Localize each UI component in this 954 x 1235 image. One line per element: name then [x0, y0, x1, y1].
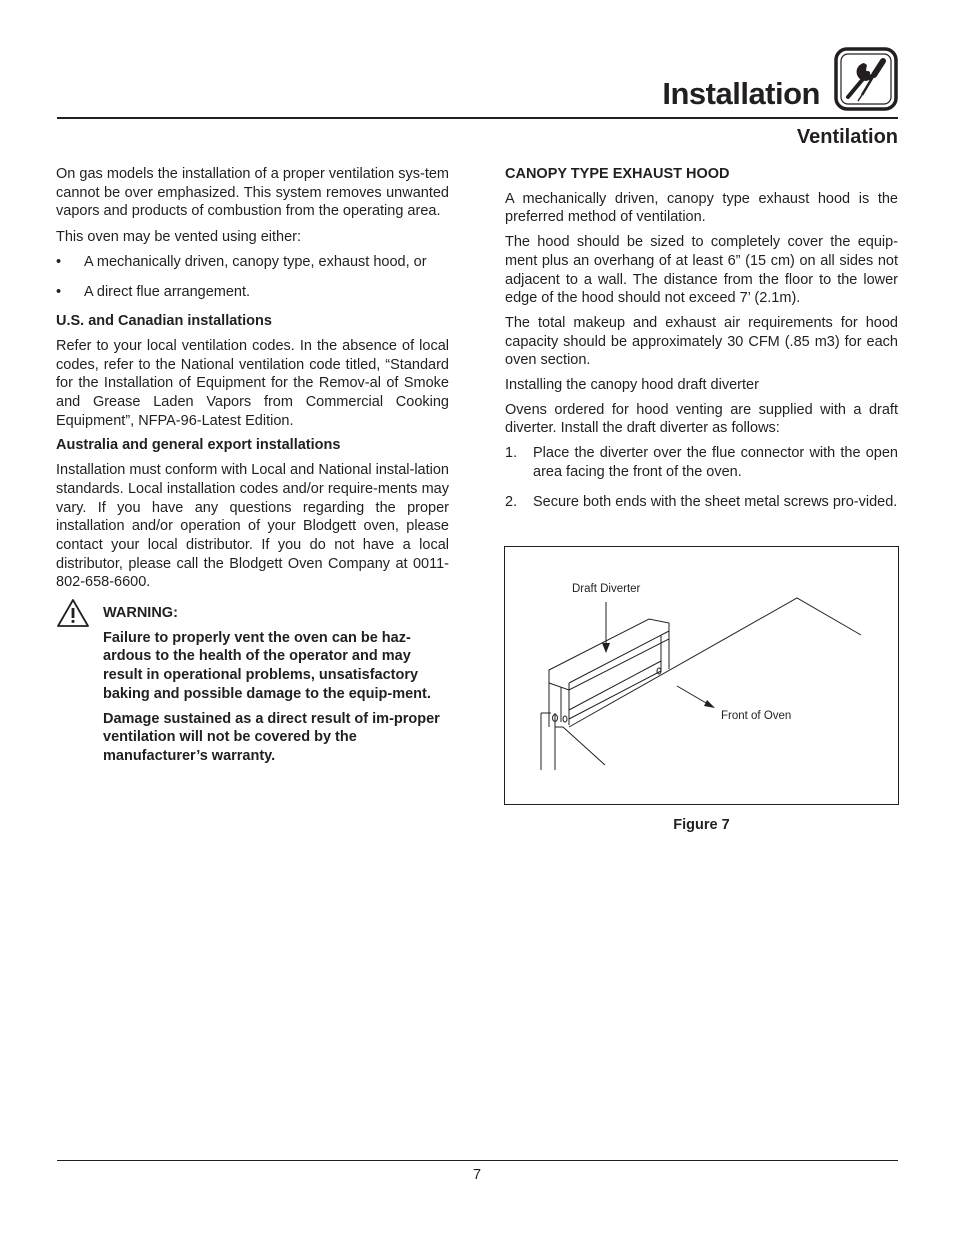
step-text: Place the diverter over the flue connector with the open area facing the front of the oven.	[533, 445, 898, 480]
aus-heading: Australia and general export installations	[56, 437, 341, 454]
footer-rule	[57, 1160, 898, 1161]
air-requirements-paragraph: The total makeup and exhaust air requirements for hood capacity should be approximately 30 CFM (.85 m3) for each oven section.	[505, 314, 898, 369]
us-paragraph: Refer to your local ventilation codes. In the absence of local codes, refer to the National ventilation code titled, “Standard for the Installation of Equipment for the Remov-al of Smoke and Grease Laden Vapors from Commercial Cooking Equipment”, NFPA-96-Latest Edition.	[56, 337, 449, 429]
bullet-item	[56, 283, 449, 302]
draft-diverter-label: Draft Diverter	[572, 583, 641, 595]
canopy-paragraph: A mechanically driven, canopy type exhaust hood is the preferred method of ventilation.	[505, 190, 898, 226]
diverter-paragraph: Ovens ordered for hood venting are supplied with a draft diverter. Install the draft diverter as follows:	[505, 401, 898, 437]
bullet-text: A mechanically driven, canopy type, exhaust hood, or	[84, 253, 427, 270]
page-title: Installation	[662, 76, 820, 111]
figure-7	[504, 546, 899, 805]
canopy-heading: CANOPY TYPE EXHAUST HOOD	[505, 166, 730, 182]
warning-text: Failure to properly vent the oven can be haz-ardous to the health of the operator and may result in operational problems, unsatisfactory baking and possible damage to the equip-ment.	[103, 629, 431, 702]
warning-triangle-icon	[56, 598, 90, 628]
figure-caption: Figure 7	[673, 817, 730, 833]
warning-block	[56, 604, 449, 766]
bullet-text: A direct flue arrangement.	[84, 283, 251, 300]
right-column	[505, 165, 898, 511]
warning-text: Damage sustained as a direct result of im-proper ventilation will not be covered by the manufacturer’s warranty.	[103, 710, 440, 764]
warning-heading: WARNING:	[103, 605, 178, 622]
left-column	[56, 165, 449, 766]
hood-size-paragraph: The hood should be sized to completely cover the equip-ment plus an overhang of at least 6” (15 cm) on all sides not adjacent to a wall. The distance from the floor to the lower edge of the hood should not exceed 7’ (2.1m).	[505, 234, 898, 307]
step-number: 1.	[505, 445, 518, 462]
front-of-oven-label: Front of Oven	[721, 710, 792, 722]
bullet-mark: •	[56, 253, 62, 270]
bullet-mark: •	[56, 283, 62, 300]
vent-options-intro: This oven may be vented using either:	[56, 229, 302, 246]
draft-diverter-illustration	[505, 547, 898, 804]
aus-paragraph: Installation must conform with Local and National instal-lation standards. Local installation codes and/or require-ments may vary. If you have any questions regarding the proper installation and/or operation of your Blodgett oven, please contact your local distributor. If you do not have a local distributor, please call the Blodgett Oven Company at 0011-802-658-6600.	[56, 462, 449, 591]
step-item	[505, 444, 898, 481]
step-item	[505, 493, 898, 512]
step-text: Secure both ends with the sheet metal screws pro-vided.	[533, 493, 898, 510]
step-number: 2.	[505, 493, 518, 510]
us-heading: U.S. and Canadian installations	[56, 313, 272, 330]
page-number: 7	[472, 1167, 482, 1183]
bullet-item	[56, 253, 434, 272]
section-title: Ventilation	[796, 126, 898, 148]
tools-icon	[834, 47, 898, 111]
intro-paragraph: On gas models the installation of a proper ventilation sys-tem cannot be over emphasized. This system removes unwanted vapors and products of combustion from the operating area.	[56, 166, 449, 220]
header-rule	[57, 117, 898, 119]
diverter-subheading: Installing the canopy hood draft diverter	[505, 377, 759, 394]
